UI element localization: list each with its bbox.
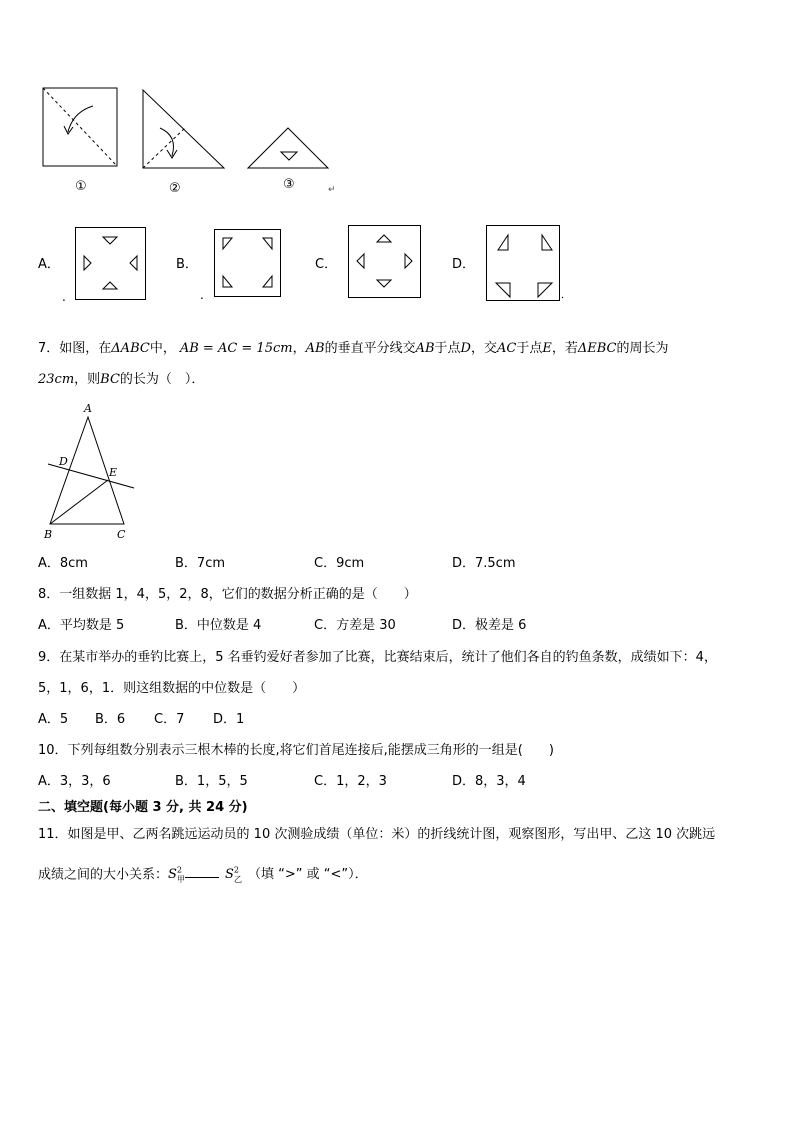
q7-line1: 7．如图，在ΔABC中， AB = AC = 15cm，AB的垂直平分线交AB于点D，交AC于点E，若ΔEBC的周长为: [38, 341, 669, 356]
triangle-right: [130, 256, 137, 270]
figure-label-1: ①: [75, 179, 87, 194]
q10-option-b: B．1，5，5: [175, 774, 248, 789]
fold-diagonal: [43, 88, 117, 166]
segment-be: [50, 480, 108, 524]
point-label-d: D: [59, 455, 68, 468]
q9-option-d: D．1: [213, 712, 245, 727]
q9-stem-line1: 9．在某市举办的垂钓比赛上，5 名垂钓爱好者参加了比赛，比赛结束后，统计了他们各自的钓鱼条数，成绩如下：4，: [38, 650, 717, 665]
answer-blank[interactable]: [185, 865, 219, 878]
fold-arrow-2: [160, 128, 174, 156]
point-label-b: B: [44, 528, 53, 541]
q6-option-a-letter: A．: [38, 257, 60, 272]
q7-option-c: C．9cm: [314, 556, 365, 571]
point-label-e: E: [109, 466, 118, 479]
q6-option-d-letter: D．: [452, 257, 476, 272]
q6-option-b-figure: [214, 229, 282, 299]
q6-option-d-figure: [486, 225, 564, 303]
triangle-left: [84, 256, 91, 270]
figure-label-2: ②: [169, 181, 181, 196]
q10-stem: 10．下列每组数分别表示三根木棒的长度,将它们首尾连接后,能摆成三角形的一组是( ): [38, 743, 554, 758]
q6-option-b-letter: B．: [176, 257, 198, 272]
q7-line2: 23cm，则BC的长为（ ）．: [38, 372, 205, 387]
return-mark: ↵: [328, 185, 336, 195]
q6-option-c-figure: [348, 225, 422, 299]
fold-dashed-line: [143, 128, 185, 168]
q8-option-d: D．极差是 6: [452, 618, 527, 633]
point-label-a: A: [84, 402, 92, 415]
variance-jia: $S^2_甲$: [168, 866, 186, 884]
q8-stem: 8．一组数据 1，4，5，2，8，它们的数据分析正确的是（ ）: [38, 587, 417, 602]
q10-option-d: D．8，3，4: [452, 774, 526, 789]
triangle-bottom: [103, 282, 117, 289]
q9-option-b: B．6: [95, 712, 126, 727]
folded-triangle: [248, 128, 328, 168]
point-label-c: C: [117, 528, 126, 541]
variance-yi: $S^2_乙$: [225, 866, 243, 884]
figure-label-3: ③: [283, 177, 295, 192]
q7-option-b: B．7cm: [175, 556, 226, 571]
q11-stem-line2: 成绩之间的大小关系：$S^2_甲$ $S^2_乙$ （填 “>” 或 “<”）．: [38, 866, 368, 884]
q8-option-c: C．方差是 30: [314, 618, 396, 633]
q9-option-c: C．7: [154, 712, 185, 727]
q9-option-a: A．5: [38, 712, 69, 727]
q8-option-b: B．中位数是 4: [175, 618, 262, 633]
q7-triangle-figure: [38, 400, 148, 545]
q10-option-a: A．3，3，6: [38, 774, 111, 789]
cut-mark: [281, 152, 297, 160]
q7-option-a: A．8cm: [38, 556, 88, 571]
section-heading: 二、填空题(每小题 3 分, 共 24 分): [38, 800, 248, 815]
q10-option-c: C．1，2，3: [314, 774, 387, 789]
q7-option-d: D．7.5cm: [452, 556, 516, 571]
triangle-top: [103, 237, 117, 244]
q6-option-a-figure: [75, 227, 147, 301]
q11-stem-line1: 11．如图是甲、乙两名跳远运动员的 10 次测验成绩（单位：米）的折线统计图，观察图形，写出甲、乙这 10 次跳远: [38, 827, 716, 842]
q6-option-c-letter: C．: [315, 257, 338, 272]
q8-option-a: A．平均数是 5: [38, 618, 125, 633]
q9-stem-line2: 5，1，6，1．则这组数据的中位数是（ ）: [38, 681, 306, 696]
